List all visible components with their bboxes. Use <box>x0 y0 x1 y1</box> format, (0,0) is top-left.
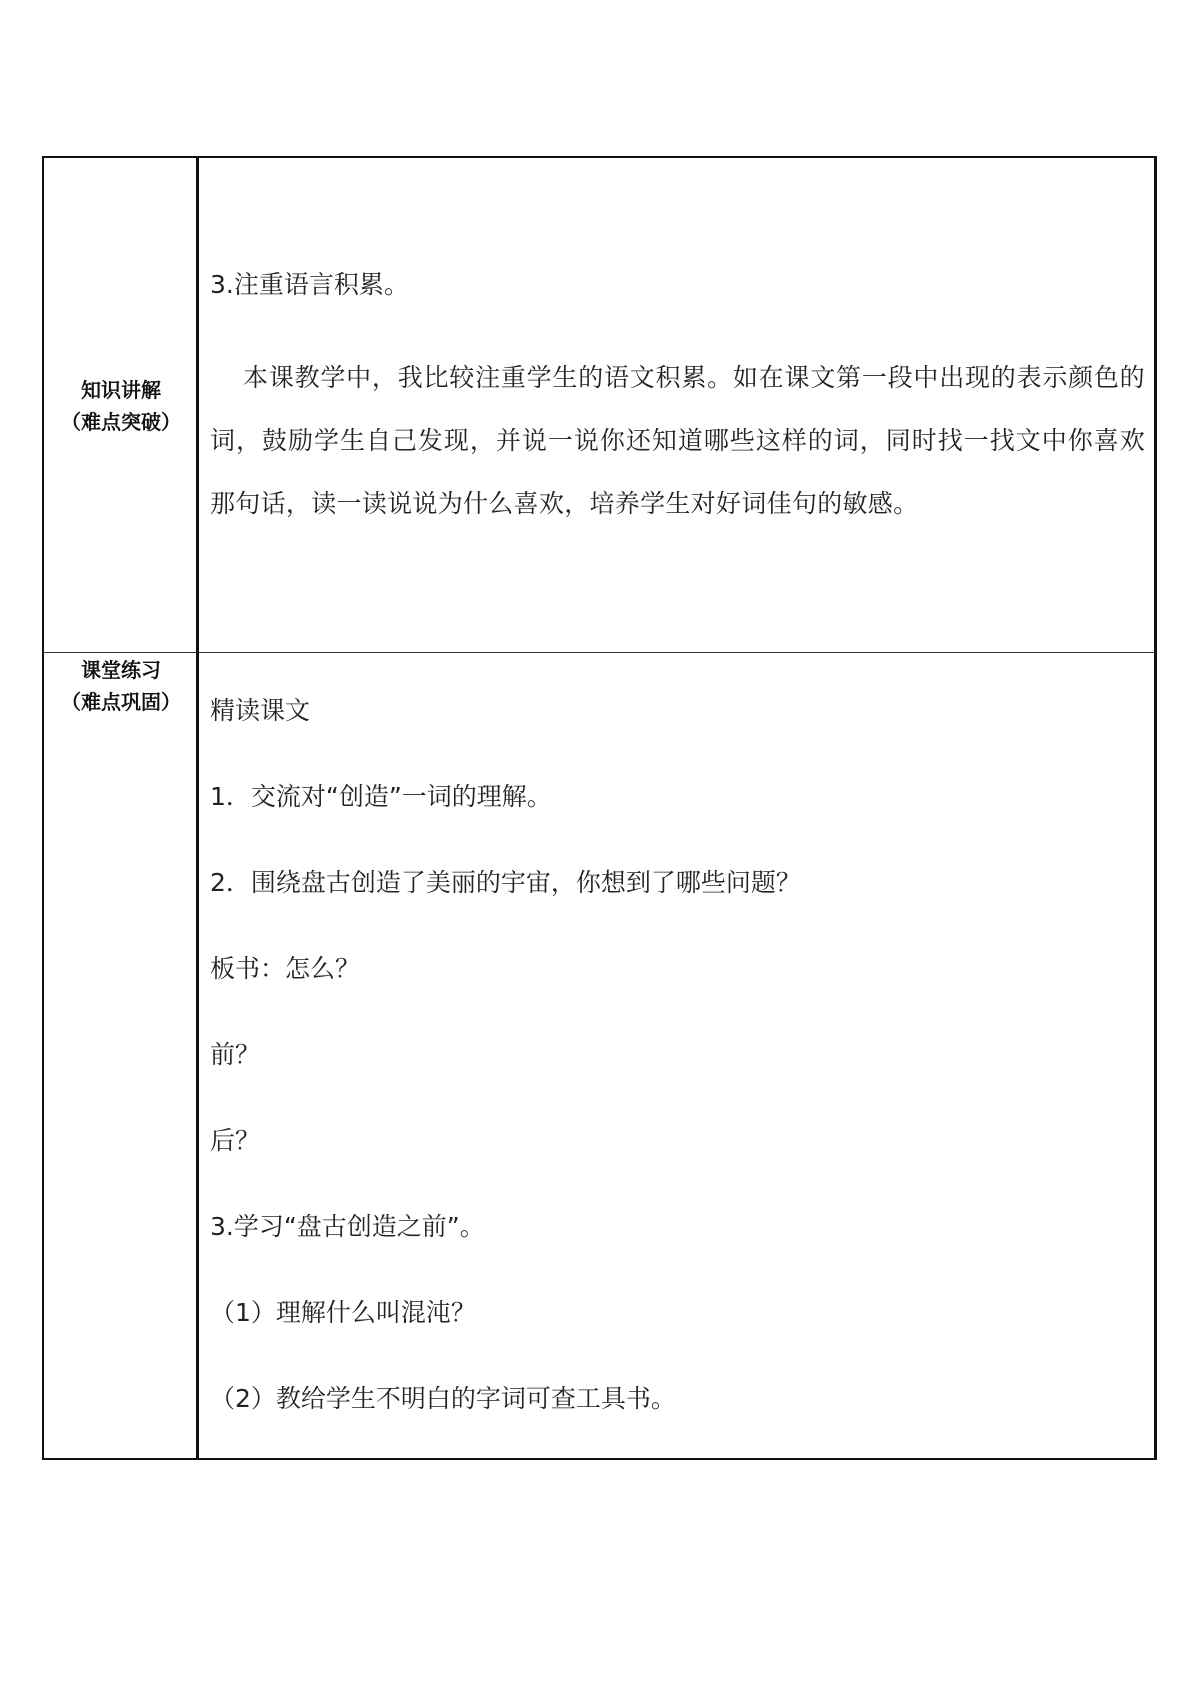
table-row-divider <box>42 652 1157 653</box>
table-left-border <box>42 156 44 1460</box>
row2-line: 1．交流对“创造”一词的理解。 <box>210 782 552 811</box>
row2-line: 前？ <box>210 1040 261 1069</box>
row2-line: 2．围绕盘古创造了美丽的宇宙，你想到了哪些问题？ <box>210 868 801 897</box>
row2-line: 板书：怎么？ <box>210 954 361 983</box>
row1-label <box>46 374 196 438</box>
row2-label-subtitle: （难点巩固） <box>61 690 181 714</box>
row2-label-title: 课堂练习 <box>81 658 161 682</box>
table-right-border <box>1154 156 1157 1460</box>
row2-label <box>46 654 196 718</box>
table-bottom-border <box>42 1458 1157 1460</box>
row2-line: 精读课文 <box>210 696 311 725</box>
row2-line: 后？ <box>210 1126 261 1155</box>
table-top-border <box>42 156 1157 158</box>
table-column-divider <box>196 156 199 1460</box>
row2-line: 3.学习“盘古创造之前”。 <box>210 1212 485 1241</box>
row1-paragraph: 本课教学中，我比较注重学生的语文积累。如在课文第一段中出现的表示颜色的词，鼓励学生自己发现，并说一说你还知道哪些这样的词，同时找一找文中你喜欢那句话，读一读说说为什么喜欢，培养学生对好词佳句的敏感。 <box>210 363 1145 518</box>
row2-line: （1）理解什么叫混沌？ <box>210 1298 476 1327</box>
row1-label-title: 知识讲解 <box>81 378 161 402</box>
row1-heading: 3.注重语言积累。 <box>210 270 409 299</box>
row2-line: （2）教给学生不明白的字词可查工具书。 <box>210 1384 676 1413</box>
row1-label-subtitle: （难点突破） <box>61 410 181 434</box>
